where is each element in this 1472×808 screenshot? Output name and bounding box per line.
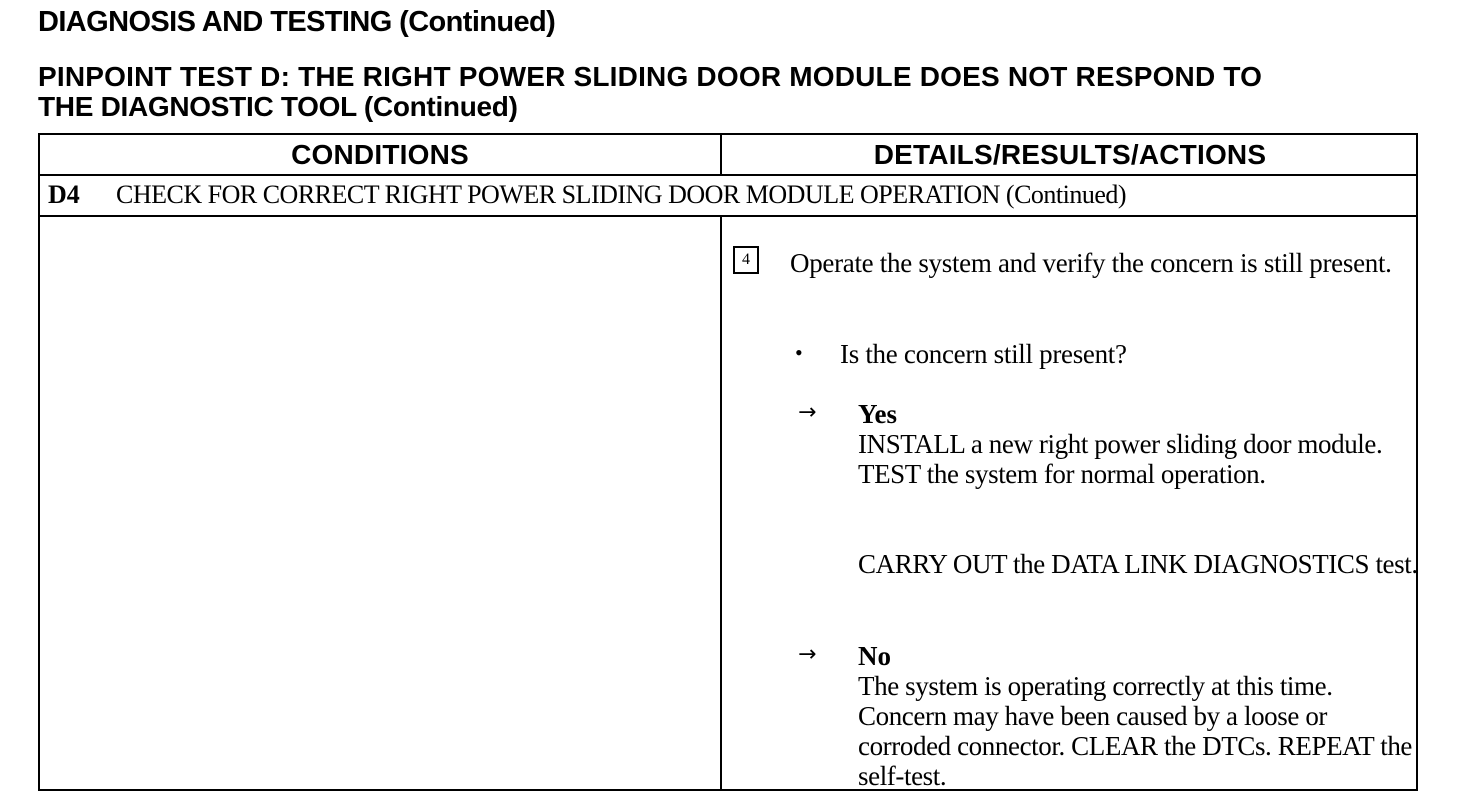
pinpoint-test-title — [38, 62, 1262, 122]
step-divider — [40, 215, 1416, 217]
result-no-label: No — [858, 641, 891, 671]
diagnostic-table — [38, 133, 1418, 791]
bullet-icon: • — [795, 340, 803, 365]
page-title: DIAGNOSIS AND TESTING (Continued) — [38, 6, 556, 38]
header-divider — [40, 174, 1416, 176]
result-yes-label: Yes — [858, 399, 897, 429]
step-number-box: 4 — [733, 246, 759, 274]
column-header-details: DETAILS/RESULTS/ACTIONS — [873, 139, 1267, 170]
step-title: CHECK FOR CORRECT RIGHT POWER SLIDING DOOR MODULE OPERATION (Continued) — [116, 180, 1127, 209]
result-yes-text: INSTALL a new right power sliding door module. TEST the system for normal operation. — [858, 429, 1383, 489]
column-header-conditions: CONDITIONS — [291, 139, 469, 170]
step-row — [48, 180, 1126, 210]
arrow-right-icon: → — [798, 642, 817, 667]
body-column-divider — [720, 217, 722, 791]
test-title-line-1: PINPOINT TEST D: THE RIGHT POWER SLIDING DOOR MODULE DOES NOT RESPOND TO — [38, 61, 1263, 92]
step-instruction: Operate the system and verify the concern is still present. — [790, 248, 1392, 278]
result-yes-text-2: CARRY OUT the DATA LINK DIAGNOSTICS test. — [858, 549, 1418, 579]
header-column-divider — [720, 135, 722, 176]
step-id: D4 — [48, 180, 80, 209]
step-question: Is the concern still present? — [840, 339, 1127, 369]
test-title-line-2: THE DIAGNOSTIC TOOL (Continued) — [38, 91, 518, 122]
result-no-text: The system is operating correctly at this time. Concern may have been caused by a loose or corroded connector. CLEAR the DTCs. REPEAT the self-test. — [858, 671, 1413, 791]
arrow-right-icon: → — [798, 400, 817, 425]
